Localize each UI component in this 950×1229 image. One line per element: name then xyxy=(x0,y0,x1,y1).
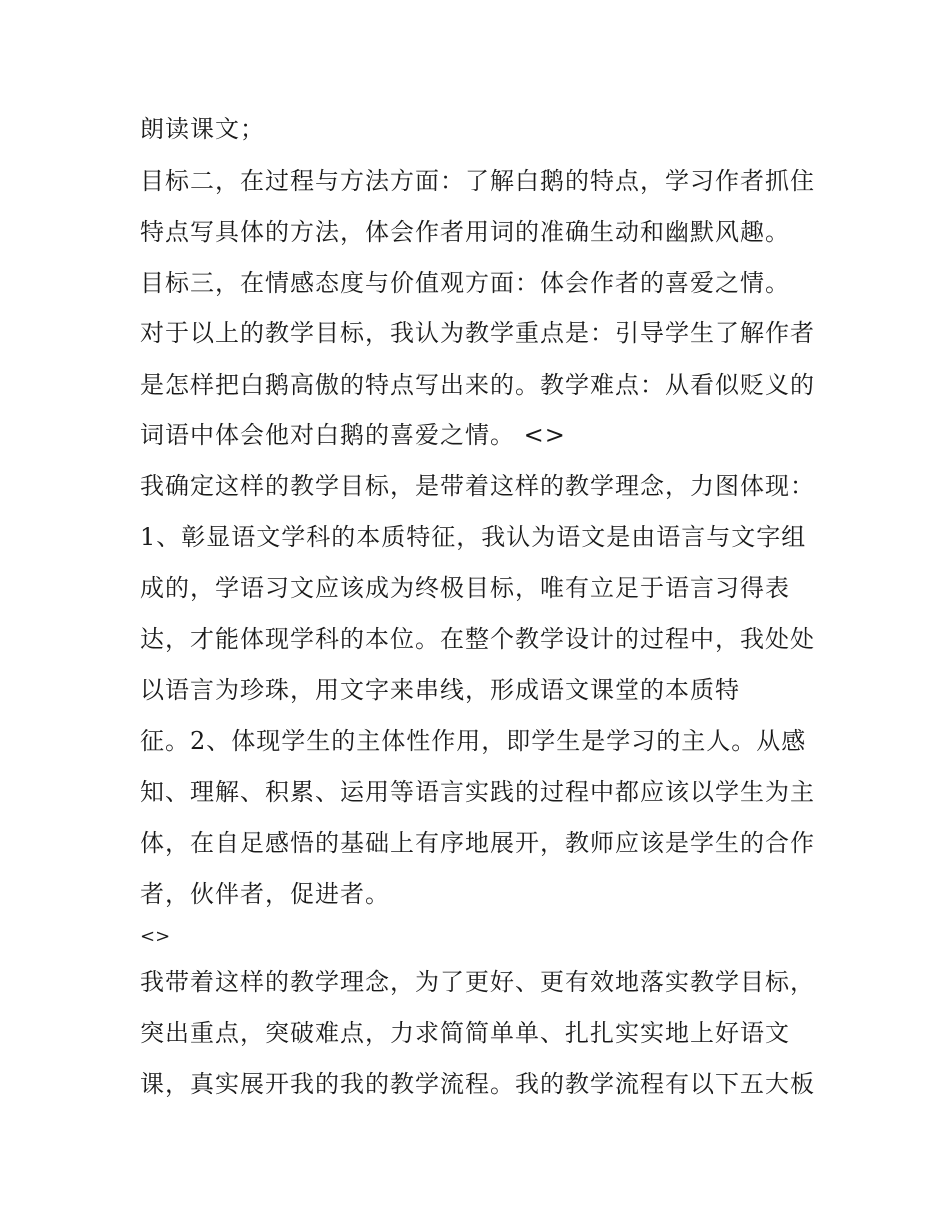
text-line: 课，真实展开我的我的教学流程。我的教学流程有以下五大板 xyxy=(140,1070,815,1098)
text-line: 我带着这样的教学理念，为了更好、更有效地落实教学目标， xyxy=(140,968,815,996)
text-line: 知、理解、积累、运用等语言实践的过程中都应该以学生为主 xyxy=(140,778,815,806)
text-line: 突出重点，突破难点，力求简简单单、扎扎实实地上好语文 xyxy=(140,1019,790,1047)
text-line: 者，伙伴者，促进者。 xyxy=(140,880,390,908)
text-line: 朗读课文； xyxy=(140,115,265,143)
text-line: 特点写具体的方法，体会作者用词的准确生动和幽默风趣。 xyxy=(140,218,790,246)
text-line: 体，在自足感悟的基础上有序地展开，教师应该是学生的合作 xyxy=(140,829,815,857)
text-line: 目标三，在情感态度与价值观方面：体会作者的喜爱之情。 xyxy=(140,269,790,297)
text-line: 对于以上的教学目标，我认为教学重点是：引导学生了解作者 xyxy=(140,319,815,347)
text-line: <> xyxy=(140,926,171,947)
text-line: 词语中体会他对白鹅的喜爱之情。 <> xyxy=(140,421,566,449)
text-line: 成的，学语习文应该成为终极目标，唯有立足于语言习得表 xyxy=(140,574,790,602)
text-line: 是怎样把白鹅高傲的特点写出来的。教学难点：从看似贬义的 xyxy=(140,371,815,399)
text-line: 征。2、体现学生的主体性作用，即学生是学习的主人。从感 xyxy=(140,727,807,755)
text-line: 目标二，在过程与方法方面：了解白鹅的特点，学习作者抓住 xyxy=(140,167,815,195)
text-line: 以语言为珍珠，用文字来串线，形成语文课堂的本质特 xyxy=(140,676,740,704)
text-line: 我确定这样的教学目标，是带着这样的教学理念，力图体现： xyxy=(140,472,815,500)
text-line: 1、彰显语文学科的本质特征，我认为语文是由语言与文字组 xyxy=(140,523,807,551)
text-line: 达，才能体现学科的本位。在整个教学设计的过程中，我处处 xyxy=(140,625,815,653)
